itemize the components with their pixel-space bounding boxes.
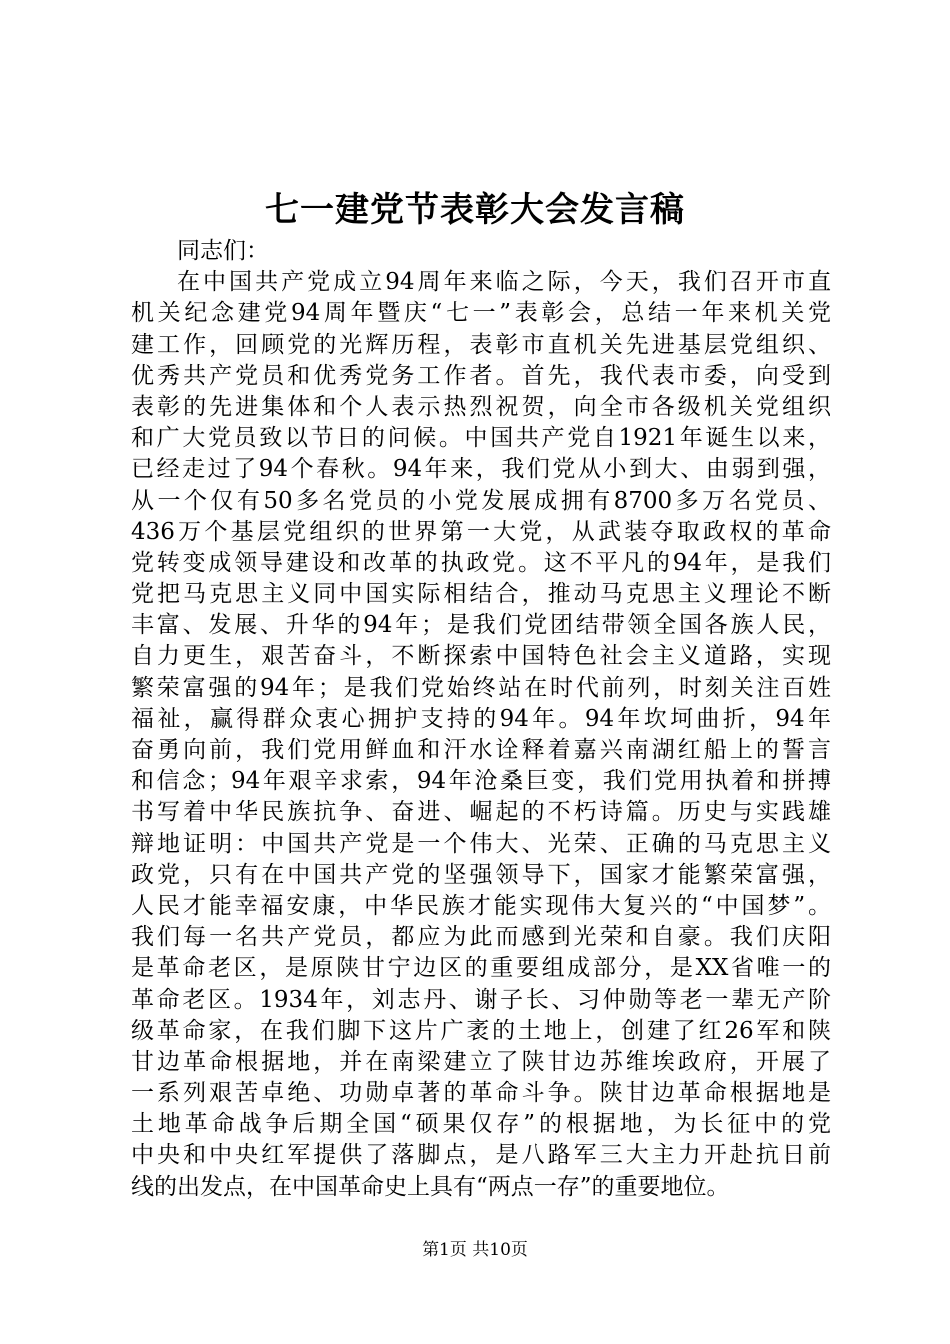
paragraph-line: 我们每一名共产党员，都应为此而感到光荣和自豪。我们庆阳 <box>131 924 831 951</box>
paragraph-line: 繁荣富强的94年；是我们党始终站在时代前列，时刻关注百姓 <box>131 674 831 701</box>
paragraph-line: 已经走过了94个春秋。94年来，我们党从小到大、由弱到强， <box>131 456 831 483</box>
paragraph-line: 党转变成领导建设和改革的执政党。这不平凡的94年，是我们 <box>131 549 831 576</box>
paragraph-line: 书写着中华民族抗争、奋进、崛起的不朽诗篇。历史与实践雄 <box>131 799 831 826</box>
paragraph-line: 土地革命战争后期全国“硕果仅存”的根据地，为长征中的党 <box>131 1111 831 1138</box>
document-title: 七一建党节表彰大会发言稿 <box>265 190 685 230</box>
paragraph-line: 革命老区。1934年，刘志丹、谢子长、习仲勋等老一辈无产阶 <box>131 986 831 1013</box>
paragraph-line: 级革命家，在我们脚下这片广袤的土地上，创建了红26军和陕 <box>131 1017 831 1044</box>
paragraph-line: 436万个基层党组织的世界第一大党，从武装夺取政权的革命 <box>131 518 831 545</box>
paragraph-line: 人民才能幸福安康，中华民族才能实现伟大复兴的“中国梦”。 <box>131 892 831 919</box>
paragraph-line: 奋勇向前，我们党用鲜血和汗水诠释着嘉兴南湖红船上的誓言 <box>131 737 831 763</box>
paragraph-line: 表彰的先进集体和个人表示热烈祝贺，向全市各级机关党组织 <box>131 393 831 420</box>
paragraph-line: 甘边革命根据地，并在南梁建立了陕甘边苏维埃政府，开展了 <box>131 1048 831 1075</box>
paragraph-line: 和信念；94年艰辛求索，94年沧桑巨变，我们党用执着和拼搏 <box>131 768 831 795</box>
paragraph-line: 线的出发点，在中国革命史上具有“两点一存”的重要地位。 <box>131 1173 730 1200</box>
paragraph-line: 建工作，回顾党的光辉历程，表彰市直机关先进基层党组织、 <box>131 331 831 358</box>
paragraph-line: 机关纪念建党94周年暨庆“七一”表彰会，总结一年来机关党 <box>131 300 831 327</box>
paragraph-line: 辩地证明：中国共产党是一个伟大、光荣、正确的马克思主义 <box>131 830 831 857</box>
paragraph-line: 丰富、发展、升华的94年；是我们党团结带领全国各族人民， <box>131 612 831 639</box>
paragraph-line: 一系列艰苦卓绝、功勋卓著的革命斗争。陕甘边革命根据地是 <box>131 1080 831 1107</box>
paragraph-line: 自力更生，艰苦奋斗，不断探索中国特色社会主义道路，实现 <box>131 643 831 670</box>
paragraph-line: 和广大党员致以节日的问候。中国共产党自1921年诞生以来， <box>131 425 831 452</box>
page-footer: 第1页 共10页 <box>422 1240 528 1260</box>
paragraph-line: 中央和中央红军提供了落脚点，是八路军三大主力开赴抗日前 <box>131 1142 831 1169</box>
paragraph-line: 政党，只有在中国共产党的坚强领导下，国家才能繁荣富强， <box>131 861 831 888</box>
paragraph-line: 在中国共产党成立94周年来临之际，今天，我们召开市直 <box>177 269 831 296</box>
paragraph-line: 从一个仅有50多名党员的小党发展成拥有8700多万名党员、 <box>131 487 831 514</box>
salutation: 同志们： <box>177 238 269 264</box>
paragraph-line: 优秀共产党员和优秀党务工作者。首先，我代表市委，向受到 <box>131 362 831 389</box>
paragraph-line: 党把马克思主义同中国实际相结合，推动马克思主义理论不断 <box>131 581 831 608</box>
document-body <box>131 236 831 1203</box>
paragraph-line: 是革命老区，是原陕甘宁边区的重要组成部分，是XX省唯一的 <box>131 955 831 982</box>
paragraph-line: 福祉，赢得群众衷心拥护支持的94年。94年坎坷曲折，94年 <box>131 705 831 732</box>
